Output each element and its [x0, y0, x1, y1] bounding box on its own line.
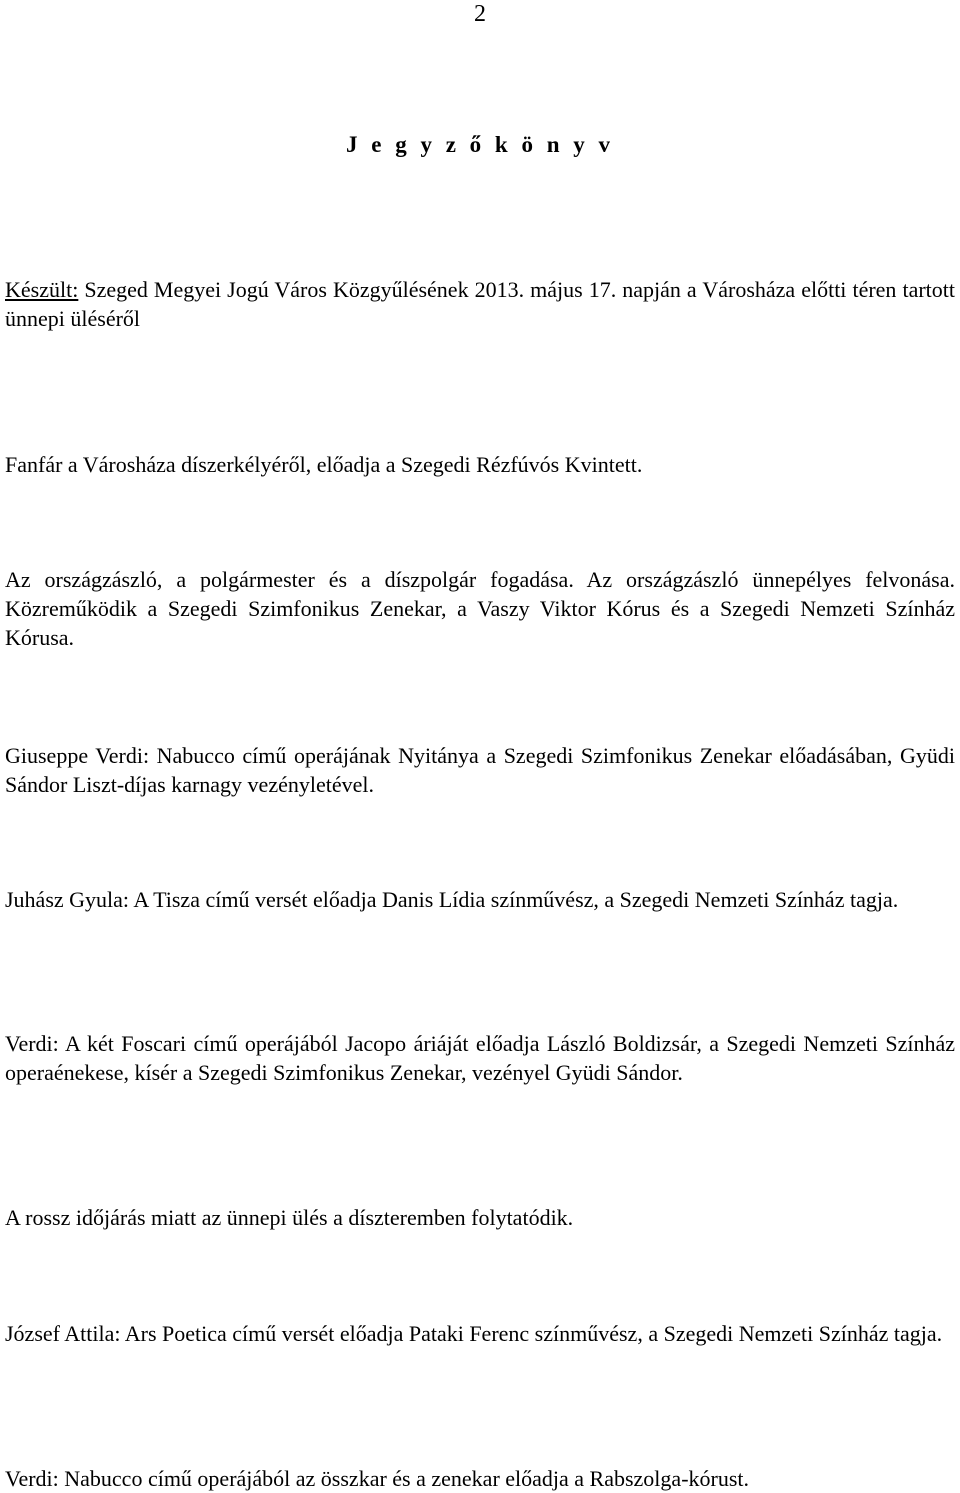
paragraph-ars-poetica: József Attila: Ars Poetica című versét előadja Pataki Ferenc színművész, a Szegedi Nemzeti Színház tagja. — [5, 1321, 943, 1346]
paragraph-fanfare: Fanfár a Városháza díszerkélyéről, előadja a Szegedi Rézfúvós Kvintett. — [5, 452, 643, 477]
paragraph-weather-note: A rossz időjárás miatt az ünnepi ülés a díszteremben folytatódik. — [5, 1205, 574, 1230]
paragraph-tisza-poem: Juhász Gyula: A Tisza című versét előadja Danis Lídia színművész, a Szegedi Nemzeti Színház tagja. — [5, 887, 899, 912]
prepared-text: Szeged Megyei Jogú Város Közgyűlésének 2013. május 17. napján a Városháza előtti téren tartott ünnepi üléséről — [5, 277, 955, 331]
paragraph-foscari-aria: Verdi: A két Foscari című operájából Jacopo áriáját előadja László Boldizsár, a Szegedi Nemzeti Színház operaénekese, kísér a Szegedi Szimfonikus Zenekar, vezényel Gyüdi Sándor. — [5, 1031, 955, 1085]
prepared-statement — [5, 275, 955, 333]
prepared-label: Készült: — [5, 277, 79, 302]
paragraph-slave-chorus: Verdi: Nabucco című operájából az összkar és a zenekar előadja a Rabszolga-kórust. — [5, 1466, 750, 1491]
paragraph-flag-ceremony: Az országzászló, a polgármester és a díszpolgár fogadása. Az országzászló ünnepélyes felvonása. Közreműködik a Szegedi Szimfonikus Zenekar, a Vaszy Viktor Kórus és a Szegedi Nemzeti Színház Kórusa. — [5, 567, 955, 650]
page-number: 2 — [474, 1, 486, 27]
document-title: J e g y z ő k ö n y v — [346, 132, 614, 157]
paragraph-nabucco-overture: Giuseppe Verdi: Nabucco című operájának Nyitánya a Szegedi Szimfonikus Zenekar előadásában, Gyüdi Sándor Liszt-díjas karnagy vezényletével. — [5, 743, 955, 797]
